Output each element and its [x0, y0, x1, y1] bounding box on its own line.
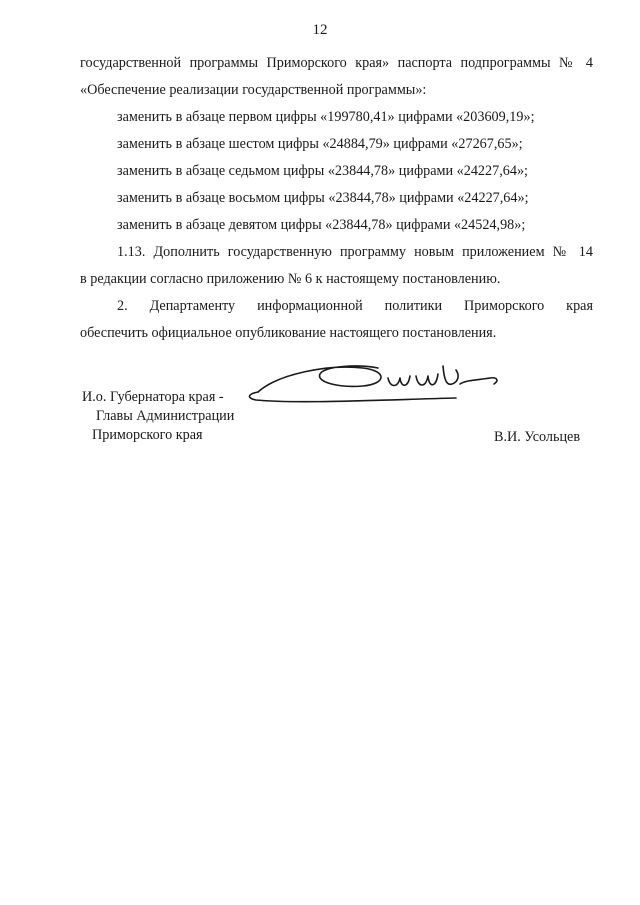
- item-2-line: обеспечить официальное опубликование настоящего постановления.: [80, 325, 497, 341]
- item-1-13-line: в редакции согласно приложению № 6 к настоящему постановлению.: [80, 271, 501, 287]
- replacement-line: заменить в абзаце первом цифры «199780,41» цифрами «203609,19»;: [117, 109, 535, 125]
- replacement-line: заменить в абзаце седьмом цифры «23844,78» цифрами «24227,64»;: [117, 163, 528, 179]
- paragraph-line: «Обеспечение реализации государственной программы»:: [80, 82, 427, 98]
- replacement-line: заменить в абзаце девятом цифры «23844,78» цифрами «24524,98»;: [117, 217, 526, 233]
- replacement-line: заменить в абзаце восьмом цифры «23844,78» цифрами «24227,64»;: [117, 190, 529, 206]
- item-2-line: 2. Департаменту информационной политики Приморского края: [117, 298, 593, 314]
- signatory-title-line: Главы Администрации: [96, 408, 235, 424]
- signatory-title-line: И.о. Губернатора края -: [82, 389, 224, 405]
- signatory-title-line: Приморского края: [92, 427, 203, 443]
- handwritten-signature: [238, 354, 508, 414]
- document-body: [80, 50, 593, 347]
- replacement-line: заменить в абзаце шестом цифры «24884,79» цифрами «27267,65»;: [117, 136, 523, 152]
- signatory-title: [80, 388, 234, 445]
- signatory-name: В.И. Усольцев: [494, 429, 581, 445]
- page-number: 12: [312, 22, 328, 38]
- paragraph-line: государственной программы Приморского края» паспорта подпрограммы № 4: [80, 55, 593, 71]
- item-1-13-line: 1.13. Дополнить государственную программу новым приложением № 14: [117, 244, 593, 260]
